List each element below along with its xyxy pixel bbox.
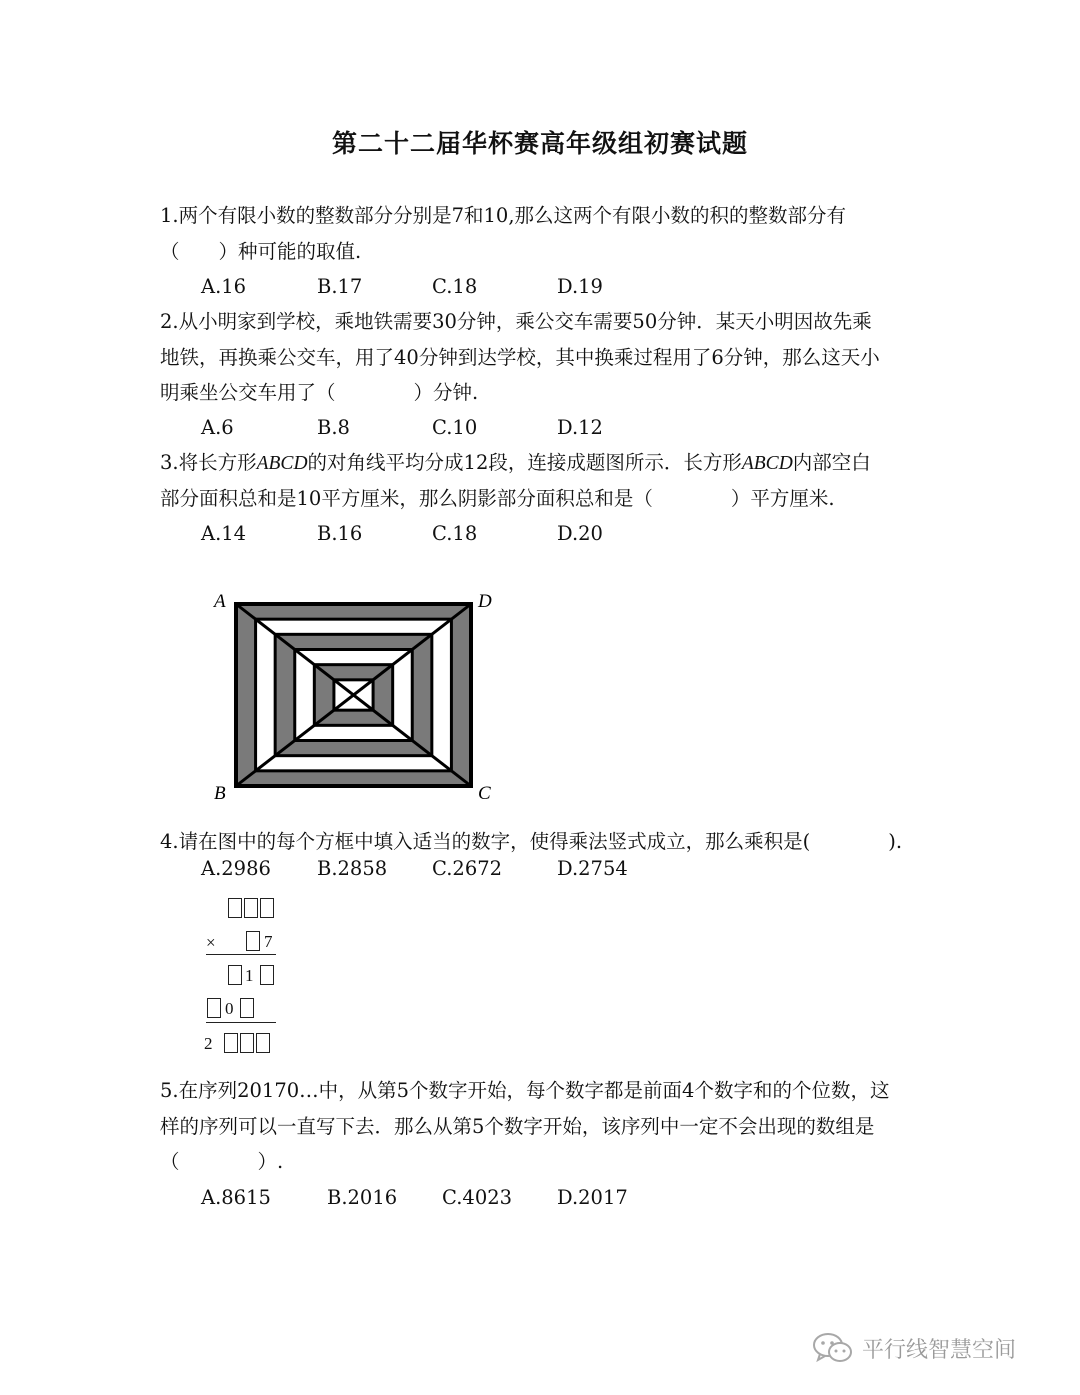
watermark-text: 平行线智慧空间 bbox=[862, 1337, 1017, 1363]
option-a: A.6 bbox=[201, 416, 234, 439]
question-5-line-2: 样的序列可以一直写下去．那么从第5个数字开始，该序列中一定不会出现的数组是 bbox=[160, 1115, 875, 1138]
option-d: D.19 bbox=[557, 275, 603, 298]
digit-box bbox=[228, 965, 242, 985]
rule-line bbox=[206, 954, 276, 955]
page-title: 第二十二届华杯赛高年级组初赛试题 bbox=[331, 129, 748, 158]
digit-box bbox=[228, 898, 242, 918]
nested-rectangles bbox=[236, 604, 471, 786]
digit-box bbox=[256, 1033, 270, 1053]
digit-0: 0 bbox=[225, 999, 234, 1018]
q3-rect-name-2: ABCD bbox=[741, 453, 793, 474]
q3-rect-name-1: ABCD bbox=[256, 453, 308, 474]
option-a: A.16 bbox=[201, 275, 247, 298]
digit-box bbox=[260, 898, 274, 918]
question-2-line-1: 2.从小明家到学校，乘地铁需要30分钟，乘公交车需要50分钟．某天小明因故先乘 bbox=[160, 310, 872, 333]
option-c: C.18 bbox=[432, 522, 478, 545]
vertex-label-a: A bbox=[214, 591, 226, 612]
nested-rectangles-figure bbox=[205, 585, 505, 810]
digit-7: 7 bbox=[264, 932, 273, 951]
question-5-line-3: （ ）. bbox=[160, 1150, 284, 1173]
q3-text-a: 3.将长方形 bbox=[160, 451, 257, 474]
option-c: C.10 bbox=[432, 416, 478, 439]
digit-box bbox=[246, 931, 260, 951]
option-a: A.2986 bbox=[201, 857, 271, 880]
option-d: D.12 bbox=[557, 416, 603, 439]
q3-text-c: 的对角线平均分成12段，连接成题图所示．长方形 bbox=[307, 451, 742, 474]
digit-box bbox=[207, 998, 221, 1018]
option-d: D.2017 bbox=[557, 1186, 628, 1209]
option-a: A.14 bbox=[201, 522, 247, 545]
wechat-icon bbox=[812, 1331, 854, 1365]
option-b: B.17 bbox=[317, 275, 363, 298]
question-1-line-1: 1.两个有限小数的整数部分分别是7和10,那么这两个有限小数的积的整数部分有 bbox=[160, 204, 847, 227]
question-3-line-2: 部分面积总和是10平方厘米，那么阴影部分面积总和是（ ）平方厘米. bbox=[160, 487, 835, 510]
times-sign: × bbox=[206, 933, 216, 952]
question-1-line-2: （ ）种可能的取值. bbox=[160, 240, 362, 263]
question-5-line-1: 5.在序列20170…中，从第5个数字开始，每个数字都是前面4个数字和的个位数，这 bbox=[160, 1079, 890, 1102]
option-b: B.16 bbox=[317, 522, 363, 545]
question-2-line-2: 地铁，再换乘公交车，用了40分钟到达学校，其中换乘过程用了6分钟，那么这天小 bbox=[160, 346, 880, 369]
option-b: B.2858 bbox=[317, 857, 388, 880]
option-c: C.2672 bbox=[432, 857, 503, 880]
question-4-line-1: 4.请在图中的每个方框中填入适当的数字，使得乘法竖式成立，那么乘积是( ). bbox=[160, 830, 903, 853]
digit-box bbox=[240, 998, 254, 1018]
digit-box bbox=[224, 1033, 238, 1053]
digit-box bbox=[244, 898, 258, 918]
option-d: D.20 bbox=[557, 522, 603, 545]
option-c: C.18 bbox=[432, 275, 478, 298]
watermark bbox=[812, 1328, 1016, 1368]
vertex-label-d: D bbox=[478, 591, 492, 612]
q3-text-e: 内部空白 bbox=[792, 451, 871, 474]
digit-2: 2 bbox=[204, 1034, 213, 1053]
option-d: D.2754 bbox=[557, 857, 628, 880]
option-b: B.2016 bbox=[327, 1186, 398, 1209]
vertex-label-c: C bbox=[478, 783, 491, 804]
rule-line bbox=[206, 1022, 276, 1023]
multiplication-figure bbox=[200, 892, 290, 1062]
question-2-line-3: 明乘坐公交车用了（ ）分钟. bbox=[160, 381, 479, 404]
digit-box bbox=[260, 965, 274, 985]
option-b: B.8 bbox=[317, 416, 350, 439]
digit-1: 1 bbox=[245, 966, 254, 985]
question-3-line-1 bbox=[160, 451, 871, 476]
vertex-label-b: B bbox=[214, 783, 226, 804]
option-a: A.8615 bbox=[201, 1186, 271, 1209]
digit-box bbox=[240, 1033, 254, 1053]
option-c: C.4023 bbox=[442, 1186, 513, 1209]
